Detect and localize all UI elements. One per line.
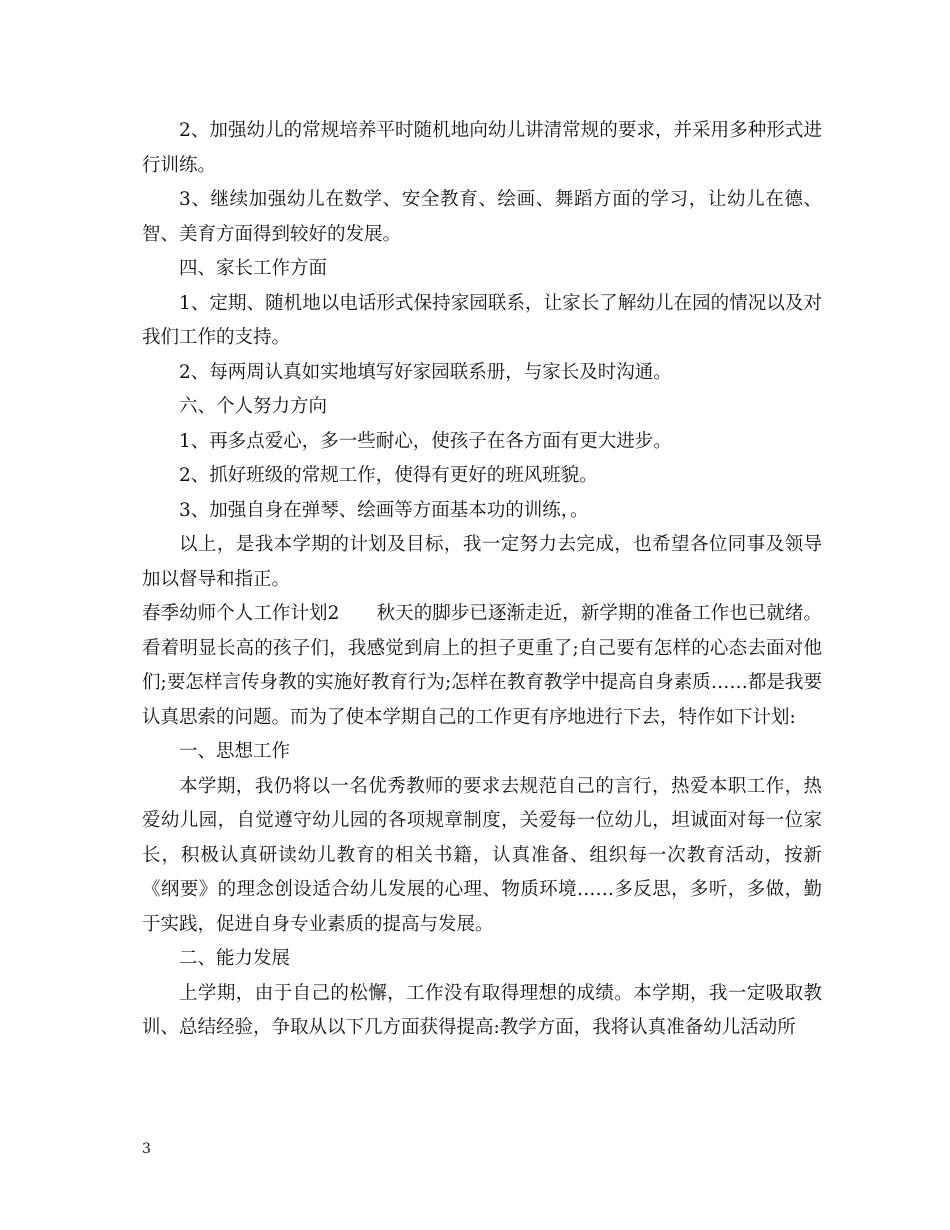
paragraph-routine-training: 2、加强幼儿的常规培养平时随机地向幼儿讲清常规的要求，并采用多种形式进行训练。 [142,120,822,176]
paragraph-phone-contact: 1、定期、随机地以电话形式保持家园联系，让家长了解幼儿在园的情况以及对我们工作的支持。 [142,292,822,348]
paragraph-contact-book: 2、每两周认真如实地填写好家园联系册，与家长及时沟通。 [179,361,672,383]
heading-ability-development: 二、能力发展 [179,948,291,969]
paragraph-plan-2-intro: 春季幼师个人工作计划2 秋天的脚步已逐渐走近，新学期的准备工作也已就绪。看着明显长高的孩子们，我感觉到肩上的担子更重了;自己要有怎样的心态去面对他们;要怎样言传身教的实施好教育行为;怎样在教育教学中提高自身素质……都是我要认真思索的问题。而为了使本学期自己的工作更有序地进行下去，特作如下计划: [142,603,822,728]
heading-personal-effort: 六、个人努力方向 [179,396,328,417]
body-text [142,114,822,1046]
paragraph-basic-skills: 3、加强自身在弹琴、绘画等方面基本功的训练，。 [179,499,589,521]
heading-ideological-work: 一、思想工作 [179,741,291,762]
heading-parent-work: 四、家长工作方面 [179,258,328,279]
paragraph-ideological-work: 本学期，我仍将以一名优秀教师的要求去规范自己的言行，热爱本职工作，热爱幼儿园，自觉遵守幼儿园的各项规章制度，关爱每一位幼儿，坦诚面对每一位家长，积极认真研读幼儿教育的相关书籍，认真准备、组织每一次教育活动，按新《纲要》的理念创设适合幼儿发展的心理、物质环境……多反思，多听，多做，勤于实践，促进自身专业素质的提高与发展。 [142,775,822,935]
paragraph-more-love: 1、再多点爱心，多一些耐心，使孩子在各方面有更大进步。 [179,430,672,452]
paragraph-conclusion: 以上，是我本学期的计划及目标，我一定努力去完成，也希望各位同事及领导加以督导和指正。 [142,534,822,590]
paragraph-learning-development: 3、继续加强幼儿在数学、安全教育、绘画、舞蹈方面的学习，让幼儿在德、智、美育方面得到较好的发展。 [142,189,822,245]
paragraph-ability-development: 上学期，由于自己的松懈，工作没有取得理想的成绩。本学期，我一定吸取教训、总结经验，争取从以下几方面获得提高:教学方面，我将认真准备幼儿活动所 [142,982,822,1038]
paragraph-class-routine: 2、抓好班级的常规工作，使得有更好的班风班貌。 [179,465,598,486]
page-number: 3 [142,1141,151,1157]
